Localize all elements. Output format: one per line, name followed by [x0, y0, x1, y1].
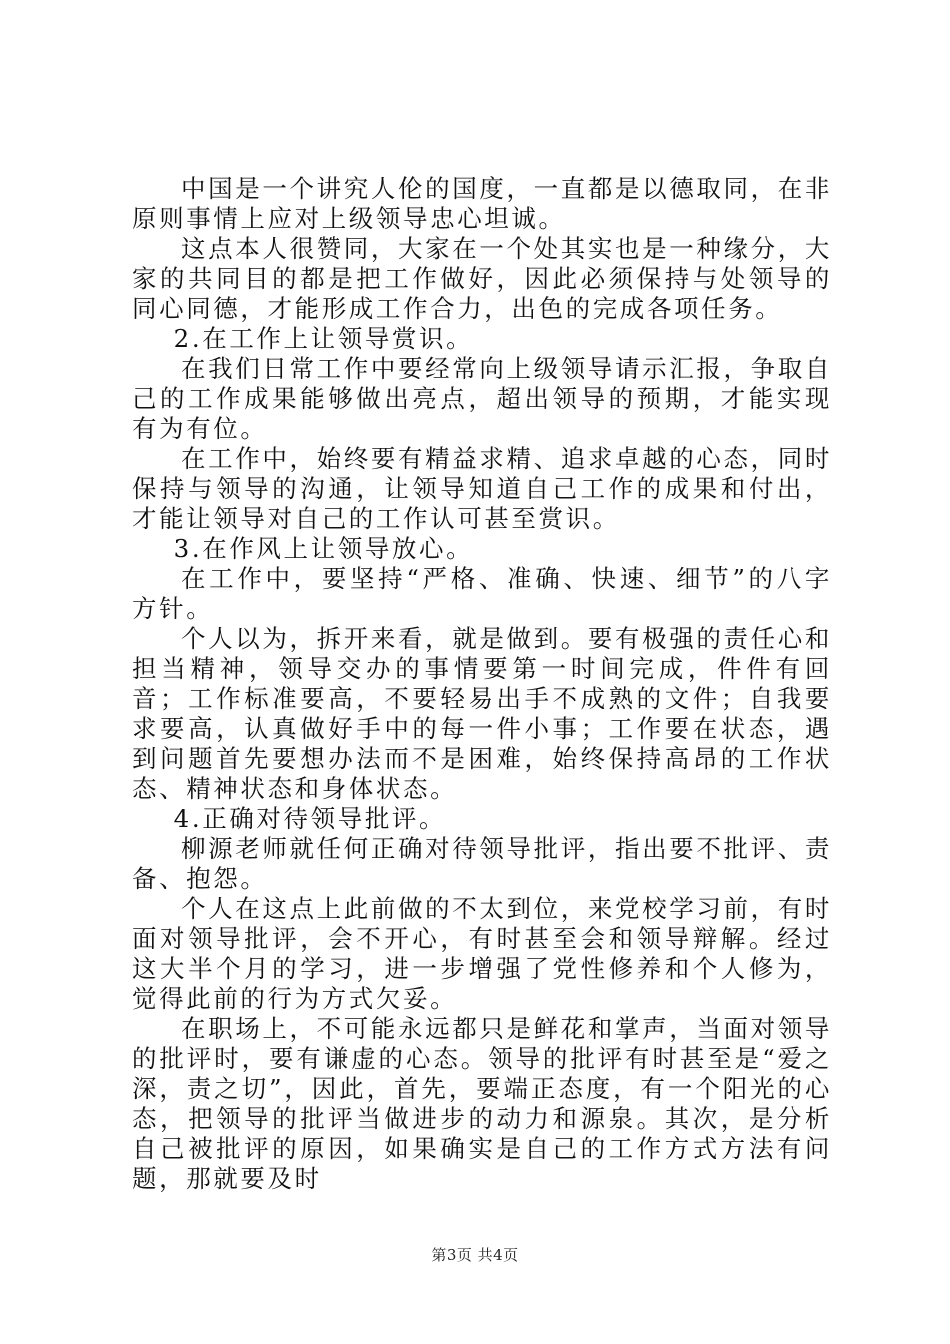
document-body	[132, 174, 832, 1194]
paragraph: 个人在这点上此前做的不太到位，来党校学习前，有时面对领导批评，会不开心，有时甚至会和领导辩解。经过这大半个月的学习，进一步增强了党性修养和个人修为，觉得此前的行为方式欠妥。	[132, 894, 832, 1013]
page-footer: 第3页 共4页	[431, 1246, 519, 1264]
paragraph: 在工作中，始终要有精益求精、追求卓越的心态，同时保持与领导的沟通，让领导知道自己工作的成果和付出，才能让领导对自己的工作认可甚至赏识。	[132, 444, 832, 533]
paragraph: 这点本人很赞同，大家在一个处其实也是一种缘分，大家的共同目的都是把工作做好，因此必须保持与处领导的同心同德，才能形成工作合力，出色的完成各项任务。	[132, 234, 832, 323]
paragraph: 在工作中，要坚持“严格、准确、快速、细节”的八字方针。	[132, 564, 832, 623]
paragraph: 柳源老师就任何正确对待领导批评，指出要不批评、责备、抱怨。	[132, 834, 832, 893]
paragraph: 在我们日常工作中要经常向上级领导请示汇报，争取自己的工作成果能够做出亮点，超出领导的预期，才能实现有为有位。	[132, 354, 832, 443]
paragraph: 中国是一个讲究人伦的国度，一直都是以德取同，在非原则事情上应对上级领导忠心坦诚。	[132, 174, 832, 233]
paragraph: 个人以为，拆开来看，就是做到。要有极强的责任心和担当精神，领导交办的事情要第一时间完成，件件有回音；工作标准要高，不要轻易出手不成熟的文件；自我要求要高，认真做好手中的每一件小事；工作要在状态，遇到问题首先要想办法而不是困难，始终保持高昂的工作状态、精神状态和身体状态。	[132, 624, 832, 803]
section-heading: 3.在作风上让领导放心。	[173, 534, 474, 563]
section-heading: 2.在工作上让领导赏识。	[173, 324, 474, 353]
section-heading: 4.正确对待领导批评。	[173, 804, 447, 833]
paragraph: 在职场上，不可能永远都只是鲜花和掌声，当面对领导的批评时，要有谦虚的心态。领导的批评有时甚至是“爱之深，责之切”，因此，首先，要端正态度，有一个阳光的心态，把领导的批评当做进步的动力和源泉。其次，是分析自己被批评的原因，如果确实是自己的工作方式方法有问题，那就要及时	[132, 1014, 832, 1193]
